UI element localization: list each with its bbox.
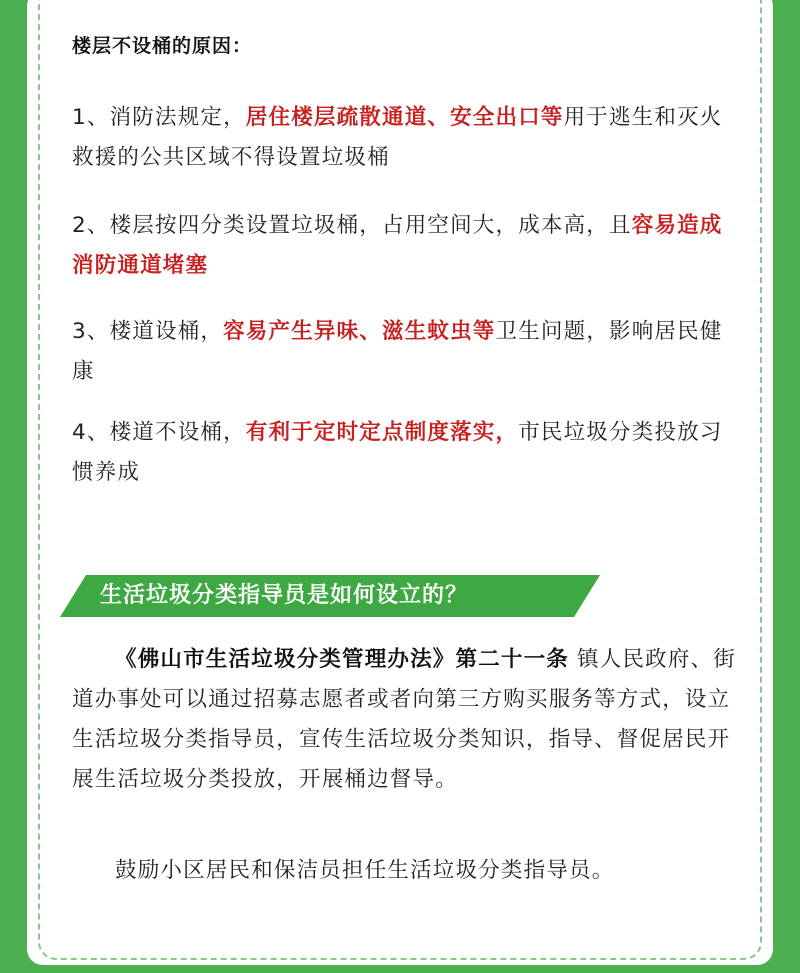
reason-lead: 楼层按四分类设置垃圾桶，占用空间大，成本高，且 <box>109 213 632 238</box>
reason-tail: 卫生问题，影响居民健康 <box>72 319 723 384</box>
law-citation: 《佛山市生活垃圾分类管理办法》第二十一条 <box>115 647 570 672</box>
reason-item-2 <box>72 206 737 286</box>
law-text: 镇人民政府、街道办事处可以通过招募志愿者或者向第三方购买服务等方式，设立生活垃圾分类指导员，宣传生活垃圾分类知识，指导、督促居民开展生活垃圾分类投放，开展桶边督导。 <box>72 647 736 792</box>
reason-highlight: 容易产生异味、滋生蚊虫等 <box>223 319 496 344</box>
reason-number: 1、 <box>72 105 110 130</box>
reason-tail: 市民垃圾分类投放习惯养成 <box>72 420 723 485</box>
reason-lead: 楼道设桶， <box>109 319 224 344</box>
reason-number: 2、 <box>72 213 110 238</box>
reason-highlight: 有利于定时定点制度落实， <box>245 420 519 445</box>
reason-number: 3、 <box>72 319 110 344</box>
reason-tail: 用于逃生和灭火救援的公共区域不得设置垃圾桶 <box>72 105 723 170</box>
reason-item-4 <box>72 413 737 493</box>
reason-lead: 消防法规定， <box>109 105 246 130</box>
banner-title: 生活垃圾分类指导员是如何设立的？ <box>100 583 469 608</box>
reason-highlight: 居住楼层疏散通道、安全出口等 <box>245 105 564 130</box>
reason-number: 4、 <box>72 420 110 445</box>
reason-item-1 <box>72 98 737 178</box>
encourage-paragraph: 鼓励小区居民和保洁员担任生活垃圾分类指导员。 <box>115 858 615 883</box>
reason-highlight: 容易造成消防通道堵塞 <box>72 213 723 278</box>
reason-item-3 <box>72 312 737 392</box>
law-paragraph <box>72 640 737 800</box>
reason-lead: 楼道不设桶， <box>109 420 246 445</box>
section-title: 楼层不设桶的原因： <box>72 35 253 57</box>
